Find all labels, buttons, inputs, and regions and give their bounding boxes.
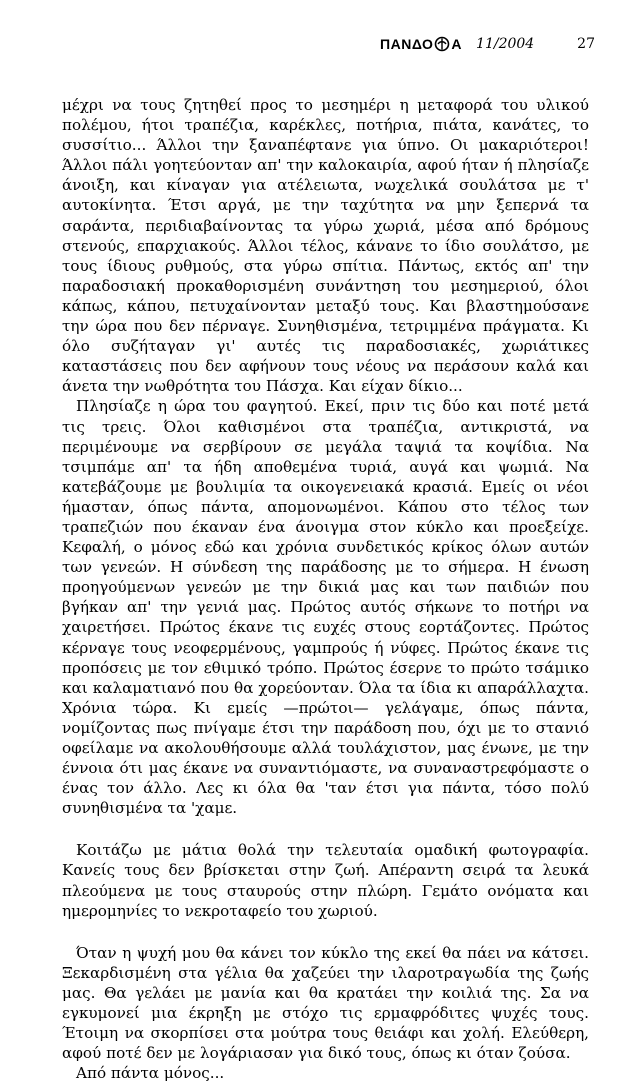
page-number: 27 (577, 36, 595, 52)
page-header (380, 34, 595, 54)
paragraph: Από πάντα μόνος... (76, 1064, 225, 1083)
paragraph: Όταν η ψυχή μου θα κάνει τον κύκλο της εκεί θα πάει να κάτσει. Ξεκαρδισμένη στα γέλια θα χαζεύει την ιλαροτραγωδία της ζωής μας. Θα γελάει με μανία και θα κρατάει την κοιλιά της. Σα να εγκυμονεί μια έκρηξη με στόχο τις ερμαφρόδιτες ψυχές τους. Έτοιμη να σκορπίσει στα μούτρα τους θειάφι και χολή. Ελεύθερη, αφού ποτέ δεν με λογάριασαν για δικό τους, όπως κι όταν ζούσα. (62, 943, 589, 1063)
article-body (62, 95, 589, 1083)
paragraph: Κοιτάζω με μάτια θολά την τελευταία ομαδική φωτογραφία. Κανείς τους δεν βρίσκεται στην ζωή. Απέραντη σειρά τα λευκά πλεούμενα με τους σταυρούς στην πλώρη. Γεμάτο ονόματα και ημερομηνίες το νεκροταφείο του χωριού. (62, 841, 589, 920)
paragraph: Πλησίαζε η ώρα του φαγητού. Εκεί, πριν τις δύο και ποτέ μετά τις τρεις. Όλοι καθισμένοι στα τραπέζια, αντικριστά, να περιμένουμε να σερβίρουν σε μεγάλα ταψιά τα κοψίδια. Να τσιμπάμε απ' τα ήδη αποθεμένα τυριά, αυγά και ψωμιά. Να κατεβάζουμε με βουλιμία τα οικογενειακά κρασιά. Εμείς οι νέοι ήμασταν, όπως πάντα, απομονωμένοι. Κάπου στο τέλος των τραπεζιών που έκαναν ένα άνοιγμα στον κύκλο και προεξείχε. Κεφαλή, ο μόνος εδώ και χρόνια συνδετικός κρίκος όλων αυτών των γενεών. Η σύνδεση της παράδοσης με το σήμερα. Η ένωση προηγούμενων γενεών με την δικιά μας και των παιδιών που βγήκαν απ' την γενιά μας. Πρώτος αυτός σήκωνε το ποτήρι να χαιρετήσει. Πρώτος έκανε τις ευχές στους εορτάζοντες. Πρώτος κέρναγε τους νεοφερμένους, γαμπρούς ή νύφες. Πρώτος έκανε τις προπόσεις με τον εθιμικό τρόπο. Πρώτος έσερνε το πρώτο τσάμικο και καλαματιανό που θα χορεύονταν. Όλα τα ίδια κι απαράλλαχτα. Χρόνια τώρα. Κι εμείς —πρώτοι— γελάγαμε, όπως πάντα, νομίζοντας πως πνίγαμε έτσι την παράδοση που, όχι με το στανιό οφείλαμε να ακολουθήσουμε αλλά τουλάχιστον, μας ένωνε, με την έννοια ότι μας έκανε να συναντιόμαστε, να συναναστρεφόμαστε ο ένας τον άλλο. Λες κι όλα θα 'ταν έτσι για πάντα, τόσο πολύ συνηθισμένα τα 'χαμε. (62, 397, 589, 818)
issue-number: 11/2004 (476, 36, 535, 52)
paragraph-gap (62, 921, 589, 943)
paragraph: μέχρι να τους ζητηθεί προς το μεσημέρι η μεταφορά του υλικού πολέμου, ήτοι τραπέζια, καρέκλες, ποτήρια, πιάτα, κανάτες, το συσσίτιο... Άλλοι την ξαναπέφτανε για ύπνο. Οι μακαριότεροι! Άλλοι πάλι γοητεύονταν απ' την καλοκαιρία, αφού ήταν ή πλησίαζε άνοιξη, και κίναγαν για ατέλειωτα, νωχελικά σουλάτσα με τ' αυτοκίνητα. Έτσι αργά, με την ταχύτητα να μην ξεπερνά τα σαράντα, περιδιαβαίνοντας τα γύρω χωριά, μέσα από δρόμους στενούς, επαρχιακούς. Άλλοι τέλος, κάνανε το ίδιο σουλάτσο, με τους ίδιους ρυθμούς, στα γύρω σπίτια. Πάντως, εκτός απ' την παραδοσιακή προκαθορισμένη συνάντηση του μεσημεριού, όλοι κάπως, κάπου, πετυχαίνονταν μεταξύ τους. Και βλαστημούσανε την ώρα που δεν πέρναγε. Συνηθισμένα, τετριμμένα πράγματα. Κι όλο συζήταγαν γι' αυτές τις παραδοσιακές, χωριάτικες καταστάσεις που δεν αφήνουν τους νέους να περάσουν καλά και άνετα την νωθρότητα του Πάσχα. Και είχαν δίκιο... (62, 96, 589, 396)
magazine-logo (380, 36, 462, 52)
logo-text-left: ΠΑΝΔΟ (380, 36, 434, 52)
logo-emblem-icon (434, 36, 450, 52)
logo-text-right: Α (451, 36, 463, 52)
paragraph-gap (62, 818, 589, 840)
